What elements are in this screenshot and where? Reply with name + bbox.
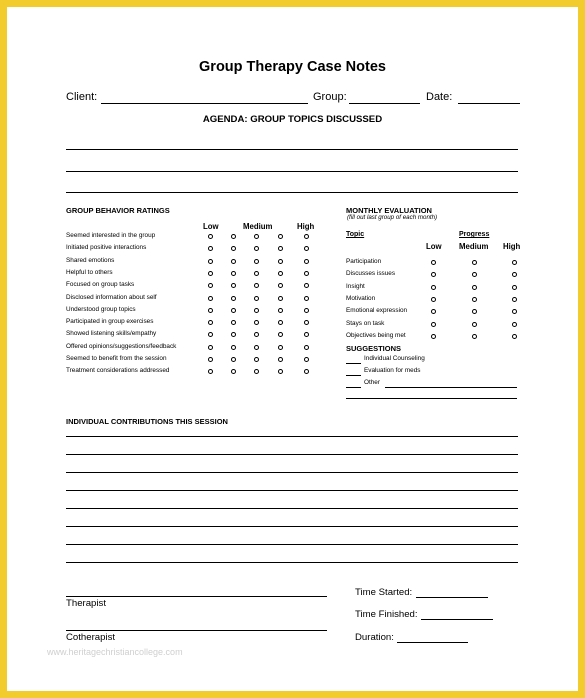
behavior-item-label: Helpful to others xyxy=(66,268,113,276)
agenda-line[interactable] xyxy=(66,192,518,193)
behavior-high-label: High xyxy=(297,222,315,231)
monthly-progress-label: Progress xyxy=(459,231,490,238)
progress-radio-1[interactable] xyxy=(431,309,436,314)
behavior-item-label: Disclosed information about self xyxy=(66,293,157,301)
rating-radio-4[interactable] xyxy=(278,259,283,264)
behavior-item-label: Understood group topics xyxy=(66,305,136,313)
suggestion-label: Individual Counseling xyxy=(364,355,425,362)
rating-radio-2[interactable] xyxy=(231,369,236,374)
rating-radio-1[interactable] xyxy=(208,283,213,288)
progress-radio-2[interactable] xyxy=(472,285,477,290)
rating-radio-1[interactable] xyxy=(208,357,213,362)
rating-radio-5[interactable] xyxy=(304,332,309,337)
rating-radio-1[interactable] xyxy=(208,296,213,301)
page-title: Group Therapy Case Notes xyxy=(199,59,386,75)
behavior-item-label: Seemed to benefit from the session xyxy=(66,355,167,362)
rating-radio-5[interactable] xyxy=(304,369,309,374)
contribution-line[interactable] xyxy=(66,472,518,473)
date-label: Date: xyxy=(426,91,453,103)
suggestion-extra-line[interactable] xyxy=(346,398,517,399)
suggestion-label: Other xyxy=(364,379,380,386)
rating-radio-4[interactable] xyxy=(278,345,283,350)
rating-radio-3[interactable] xyxy=(254,320,259,325)
contribution-line[interactable] xyxy=(66,454,518,455)
progress-radio-1[interactable] xyxy=(431,322,436,327)
date-field[interactable] xyxy=(458,103,520,104)
rating-radio-3[interactable] xyxy=(254,259,259,264)
rating-radio-3[interactable] xyxy=(254,308,259,313)
contribution-line[interactable] xyxy=(66,544,518,545)
rating-radio-2[interactable] xyxy=(231,357,236,362)
rating-radio-5[interactable] xyxy=(304,259,309,264)
monthly-item-label: Participation xyxy=(346,258,382,265)
duration-label: Duration: xyxy=(355,632,394,643)
rating-radio-2[interactable] xyxy=(231,296,236,301)
monthly-item-label: Motivation xyxy=(346,294,376,302)
rating-radio-3[interactable] xyxy=(254,369,259,374)
progress-radio-1[interactable] xyxy=(431,297,436,302)
monthly-item-label: Objectives being met xyxy=(346,331,406,339)
suggestion-checkbox-line[interactable] xyxy=(346,387,361,388)
rating-radio-1[interactable] xyxy=(208,246,213,251)
rating-radio-4[interactable] xyxy=(278,308,283,313)
progress-radio-2[interactable] xyxy=(472,260,477,265)
progress-radio-1[interactable] xyxy=(431,285,436,290)
monthly-item-label: Insight xyxy=(346,282,365,290)
behavior-item-label: Showed listening skills/empathy xyxy=(66,330,157,338)
rating-radio-2[interactable] xyxy=(231,259,236,264)
monthly-subtitle: (fill out last group of each month) xyxy=(347,214,438,221)
behavior-item-label: Focused on group tasks xyxy=(66,281,135,289)
progress-radio-3[interactable] xyxy=(512,297,517,302)
rating-radio-4[interactable] xyxy=(278,332,283,337)
behavior-item-label: Seemed interested in the group xyxy=(66,232,156,239)
time-finished-field[interactable] xyxy=(421,619,493,620)
therapist-signature-line[interactable] xyxy=(66,596,327,597)
rating-radio-1[interactable] xyxy=(208,308,213,313)
rating-radio-4[interactable] xyxy=(278,283,283,288)
progress-radio-3[interactable] xyxy=(512,309,517,314)
rating-radio-4[interactable] xyxy=(278,320,283,325)
suggestions-heading: SUGGESTIONS xyxy=(346,344,402,353)
progress-radio-3[interactable] xyxy=(512,272,517,277)
rating-radio-2[interactable] xyxy=(231,246,236,251)
progress-radio-1[interactable] xyxy=(431,260,436,265)
contribution-line[interactable] xyxy=(66,526,518,527)
cotherapist-signature-line[interactable] xyxy=(66,630,327,631)
rating-radio-5[interactable] xyxy=(304,308,309,313)
progress-radio-2[interactable] xyxy=(472,297,477,302)
behavior-low-label: Low xyxy=(203,222,219,231)
monthly-high-label: High xyxy=(503,242,521,251)
rating-radio-2[interactable] xyxy=(231,271,236,276)
rating-radio-3[interactable] xyxy=(254,271,259,276)
rating-radio-4[interactable] xyxy=(278,296,283,301)
behavior-item-label: Offered opinions/suggestions/feedback xyxy=(66,342,177,350)
behavior-heading: GROUP BEHAVIOR RATINGS xyxy=(66,206,170,215)
duration-field[interactable] xyxy=(397,642,468,643)
rating-radio-5[interactable] xyxy=(304,296,309,301)
time-started-label: Time Started: xyxy=(355,587,413,598)
contribution-line[interactable] xyxy=(66,490,518,491)
rating-radio-3[interactable] xyxy=(254,296,259,301)
rating-radio-1[interactable] xyxy=(208,234,213,239)
monthly-low-label: Low xyxy=(426,242,442,251)
rating-radio-4[interactable] xyxy=(278,369,283,374)
contribution-line[interactable] xyxy=(66,562,518,563)
agenda-line[interactable] xyxy=(66,149,518,150)
progress-radio-1[interactable] xyxy=(431,272,436,277)
time-started-field[interactable] xyxy=(416,597,488,598)
rating-radio-3[interactable] xyxy=(254,234,259,239)
progress-radio-2[interactable] xyxy=(472,334,477,339)
agenda-heading: AGENDA: GROUP TOPICS DISCUSSED xyxy=(202,114,383,125)
behavior-item-label: Shared emotions xyxy=(66,256,115,264)
rating-radio-2[interactable] xyxy=(231,308,236,313)
rating-radio-5[interactable] xyxy=(304,320,309,325)
group-label: Group: xyxy=(313,91,347,103)
rating-radio-1[interactable] xyxy=(208,345,213,350)
behavior-item-label: Initiated positive interactions xyxy=(66,244,147,252)
rating-radio-5[interactable] xyxy=(304,246,309,251)
rating-radio-5[interactable] xyxy=(304,283,309,288)
client-label: Client: xyxy=(66,91,98,103)
rating-radio-4[interactable] xyxy=(278,271,283,276)
group-field[interactable] xyxy=(349,103,420,104)
rating-radio-3[interactable] xyxy=(254,357,259,362)
rating-radio-3[interactable] xyxy=(254,345,259,350)
monthly-item-label: Discusses issues xyxy=(346,270,396,278)
behavior-item-label: Participated in group exercises xyxy=(66,318,154,326)
monthly-topic-label: Topic xyxy=(346,231,365,238)
rating-radio-2[interactable] xyxy=(231,345,236,350)
rating-radio-1[interactable] xyxy=(208,369,213,374)
contribution-line[interactable] xyxy=(66,436,518,437)
rating-radio-1[interactable] xyxy=(208,320,213,325)
client-field[interactable] xyxy=(101,103,308,104)
rating-radio-4[interactable] xyxy=(278,234,283,239)
rating-radio-2[interactable] xyxy=(231,234,236,239)
progress-radio-3[interactable] xyxy=(512,285,517,290)
contributions-heading: INDIVIDUAL CONTRIBUTIONS THIS SESSION xyxy=(66,417,228,426)
progress-radio-2[interactable] xyxy=(472,272,477,277)
progress-radio-1[interactable] xyxy=(431,334,436,339)
rating-radio-5[interactable] xyxy=(304,271,309,276)
monthly-item-label: Emotional expression xyxy=(346,307,408,315)
rating-radio-2[interactable] xyxy=(231,320,236,325)
rating-radio-1[interactable] xyxy=(208,332,213,337)
behavior-item-label: Treatment considerations addressed xyxy=(66,367,170,375)
rating-radio-5[interactable] xyxy=(304,234,309,239)
other-suggestion-field[interactable] xyxy=(385,387,517,388)
contribution-line[interactable] xyxy=(66,508,518,509)
rating-radio-1[interactable] xyxy=(208,271,213,276)
rating-radio-2[interactable] xyxy=(231,283,236,288)
monthly-medium-label: Medium xyxy=(459,242,489,251)
progress-radio-2[interactable] xyxy=(472,309,477,314)
rating-radio-3[interactable] xyxy=(254,246,259,251)
progress-radio-3[interactable] xyxy=(512,260,517,265)
suggestion-checkbox-line[interactable] xyxy=(346,375,361,376)
rating-radio-5[interactable] xyxy=(304,345,309,350)
monthly-item-label: Stays on task xyxy=(346,319,385,327)
monthly-heading: MONTHLY EVALUATION xyxy=(346,206,432,215)
rating-radio-3[interactable] xyxy=(254,332,259,337)
rating-radio-1[interactable] xyxy=(208,259,213,264)
rating-radio-5[interactable] xyxy=(304,357,309,362)
progress-radio-3[interactable] xyxy=(512,334,517,339)
behavior-medium-label: Medium xyxy=(243,222,273,231)
time-finished-label: Time Finished: xyxy=(355,609,418,620)
rating-radio-4[interactable] xyxy=(278,357,283,362)
cotherapist-label: Cotherapist xyxy=(66,632,116,643)
rating-radio-3[interactable] xyxy=(254,283,259,288)
therapist-label: Therapist xyxy=(66,598,106,609)
progress-radio-2[interactable] xyxy=(472,322,477,327)
suggestion-label: Evaluation for meds xyxy=(364,367,421,374)
agenda-line[interactable] xyxy=(66,171,518,172)
document-page xyxy=(7,7,578,691)
progress-radio-3[interactable] xyxy=(512,322,517,327)
rating-radio-4[interactable] xyxy=(278,246,283,251)
rating-radio-2[interactable] xyxy=(231,332,236,337)
watermark: www.heritagechristiancollege.com xyxy=(47,647,183,657)
suggestion-checkbox-line[interactable] xyxy=(346,363,361,364)
